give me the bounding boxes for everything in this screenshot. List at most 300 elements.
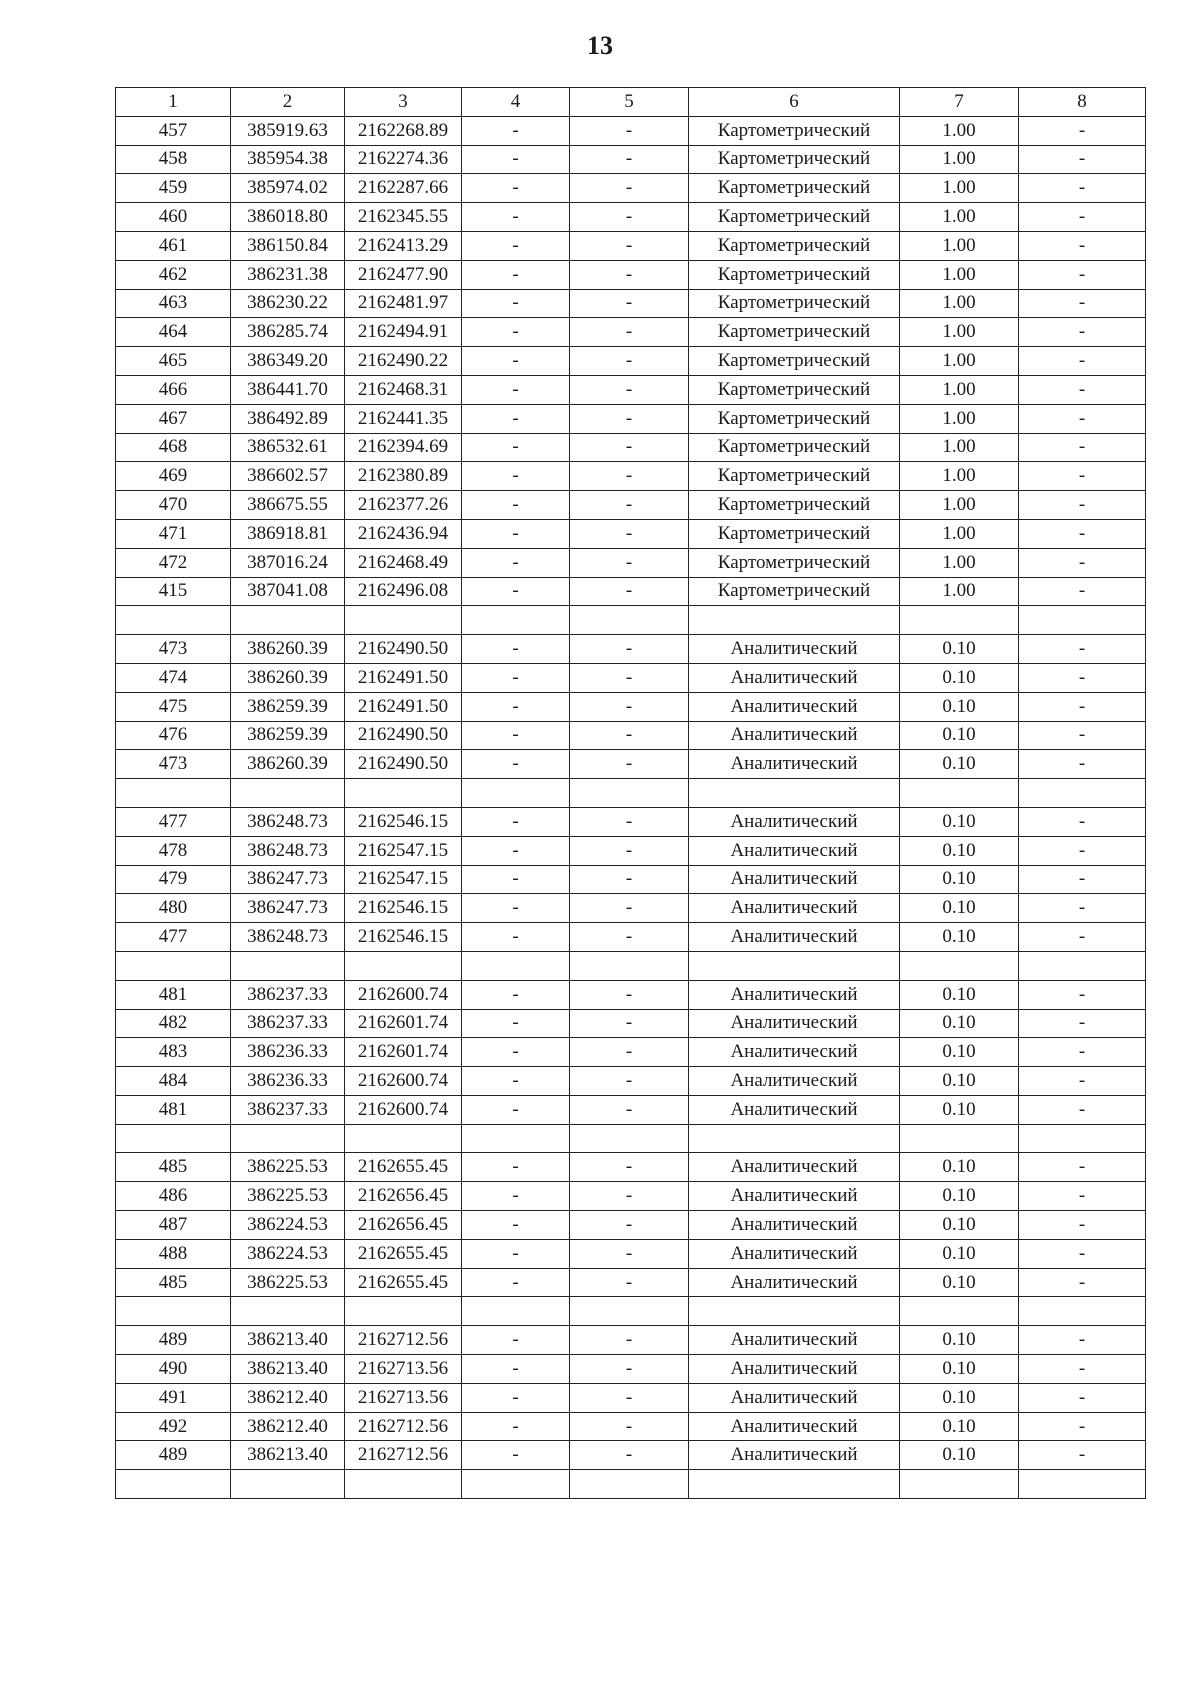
accuracy-cell: 1.00 bbox=[900, 433, 1019, 462]
table-row bbox=[116, 116, 1146, 145]
y-coordinate-cell: 2162496.08 bbox=[345, 577, 462, 606]
method-cell: Картометрический bbox=[689, 145, 900, 174]
point-number-cell: 458 bbox=[116, 145, 231, 174]
col5-cell: - bbox=[570, 894, 689, 923]
col4-cell: - bbox=[462, 1211, 570, 1240]
col5-cell: - bbox=[570, 145, 689, 174]
coordinates-table bbox=[115, 87, 1146, 1499]
col8-cell: - bbox=[1019, 1095, 1146, 1124]
accuracy-cell: 1.00 bbox=[900, 404, 1019, 433]
x-coordinate-cell: 386231.38 bbox=[231, 260, 345, 289]
col8-cell: - bbox=[1019, 750, 1146, 779]
x-coordinate-cell: 386285.74 bbox=[231, 318, 345, 347]
col5-cell: - bbox=[570, 923, 689, 952]
col8-cell: - bbox=[1019, 836, 1146, 865]
col5-cell: - bbox=[570, 433, 689, 462]
x-coordinate-cell: 386260.39 bbox=[231, 663, 345, 692]
col5-cell: - bbox=[570, 260, 689, 289]
method-cell: Аналитический bbox=[689, 1038, 900, 1067]
x-coordinate-cell: 386018.80 bbox=[231, 203, 345, 232]
x-coordinate-cell bbox=[231, 951, 345, 980]
accuracy-cell bbox=[900, 1124, 1019, 1153]
y-coordinate-cell: 2162477.90 bbox=[345, 260, 462, 289]
method-cell: Аналитический bbox=[689, 721, 900, 750]
method-cell bbox=[689, 1124, 900, 1153]
accuracy-cell: 0.10 bbox=[900, 721, 1019, 750]
accuracy-cell bbox=[900, 951, 1019, 980]
col8-cell: - bbox=[1019, 865, 1146, 894]
col4-cell: - bbox=[462, 1038, 570, 1067]
col8-cell: - bbox=[1019, 1355, 1146, 1384]
table-row bbox=[116, 1470, 1146, 1499]
accuracy-cell: 1.00 bbox=[900, 519, 1019, 548]
method-cell: Аналитический bbox=[689, 1355, 900, 1384]
col8-cell: - bbox=[1019, 375, 1146, 404]
accuracy-cell: 1.00 bbox=[900, 375, 1019, 404]
table-body bbox=[116, 116, 1146, 1498]
y-coordinate-cell: 2162468.49 bbox=[345, 548, 462, 577]
y-coordinate-cell: 2162601.74 bbox=[345, 1038, 462, 1067]
x-coordinate-cell: 386260.39 bbox=[231, 750, 345, 779]
point-number-cell: 481 bbox=[116, 980, 231, 1009]
point-number-cell: 461 bbox=[116, 231, 231, 260]
col8-cell: - bbox=[1019, 404, 1146, 433]
accuracy-cell: 0.10 bbox=[900, 1067, 1019, 1096]
y-coordinate-cell: 2162268.89 bbox=[345, 116, 462, 145]
x-coordinate-cell: 386212.40 bbox=[231, 1412, 345, 1441]
col4-cell bbox=[462, 779, 570, 808]
accuracy-cell: 1.00 bbox=[900, 491, 1019, 520]
col4-cell: - bbox=[462, 721, 570, 750]
accuracy-cell: 0.10 bbox=[900, 980, 1019, 1009]
col5-cell: - bbox=[570, 807, 689, 836]
x-coordinate-cell: 386492.89 bbox=[231, 404, 345, 433]
method-cell: Аналитический bbox=[689, 1211, 900, 1240]
method-cell: Картометрический bbox=[689, 404, 900, 433]
col5-cell: - bbox=[570, 1326, 689, 1355]
point-number-cell: 415 bbox=[116, 577, 231, 606]
method-cell bbox=[689, 1297, 900, 1326]
y-coordinate-cell: 2162713.56 bbox=[345, 1355, 462, 1384]
col4-cell: - bbox=[462, 462, 570, 491]
col4-cell bbox=[462, 951, 570, 980]
col4-cell: - bbox=[462, 577, 570, 606]
table-row bbox=[116, 1095, 1146, 1124]
x-coordinate-cell: 386260.39 bbox=[231, 635, 345, 664]
y-coordinate-cell: 2162380.89 bbox=[345, 462, 462, 491]
table-row bbox=[116, 1441, 1146, 1470]
table-row bbox=[116, 923, 1146, 952]
point-number-cell: 467 bbox=[116, 404, 231, 433]
accuracy-cell: 0.10 bbox=[900, 750, 1019, 779]
method-cell bbox=[689, 1470, 900, 1499]
y-coordinate-cell bbox=[345, 1124, 462, 1153]
method-cell: Аналитический bbox=[689, 836, 900, 865]
accuracy-cell: 0.10 bbox=[900, 1326, 1019, 1355]
x-coordinate-cell: 387041.08 bbox=[231, 577, 345, 606]
column-header: 3 bbox=[345, 88, 462, 117]
point-number-cell: 464 bbox=[116, 318, 231, 347]
x-coordinate-cell: 386225.53 bbox=[231, 1268, 345, 1297]
col4-cell: - bbox=[462, 1153, 570, 1182]
col5-cell: - bbox=[570, 1009, 689, 1038]
col8-cell bbox=[1019, 1297, 1146, 1326]
y-coordinate-cell bbox=[345, 779, 462, 808]
col5-cell: - bbox=[570, 491, 689, 520]
y-coordinate-cell: 2162377.26 bbox=[345, 491, 462, 520]
x-coordinate-cell: 386224.53 bbox=[231, 1211, 345, 1240]
table-row bbox=[116, 260, 1146, 289]
table-row bbox=[116, 1211, 1146, 1240]
x-coordinate-cell: 386213.40 bbox=[231, 1326, 345, 1355]
table-row bbox=[116, 548, 1146, 577]
x-coordinate-cell: 386532.61 bbox=[231, 433, 345, 462]
col4-cell: - bbox=[462, 433, 570, 462]
table-row bbox=[116, 836, 1146, 865]
x-coordinate-cell: 386237.33 bbox=[231, 1009, 345, 1038]
x-coordinate-cell: 386213.40 bbox=[231, 1355, 345, 1384]
accuracy-cell: 1.00 bbox=[900, 145, 1019, 174]
col5-cell: - bbox=[570, 347, 689, 376]
method-cell: Аналитический bbox=[689, 923, 900, 952]
point-number-cell: 474 bbox=[116, 663, 231, 692]
col5-cell: - bbox=[570, 1038, 689, 1067]
col4-cell: - bbox=[462, 1355, 570, 1384]
col8-cell: - bbox=[1019, 203, 1146, 232]
point-number-cell: 485 bbox=[116, 1268, 231, 1297]
col5-cell: - bbox=[570, 750, 689, 779]
accuracy-cell: 0.10 bbox=[900, 1355, 1019, 1384]
x-coordinate-cell: 386236.33 bbox=[231, 1038, 345, 1067]
y-coordinate-cell bbox=[345, 1297, 462, 1326]
point-number-cell: 484 bbox=[116, 1067, 231, 1096]
y-coordinate-cell: 2162656.45 bbox=[345, 1211, 462, 1240]
col5-cell: - bbox=[570, 174, 689, 203]
method-cell: Аналитический bbox=[689, 865, 900, 894]
method-cell: Аналитический bbox=[689, 1268, 900, 1297]
col8-cell: - bbox=[1019, 289, 1146, 318]
col4-cell: - bbox=[462, 635, 570, 664]
method-cell: Аналитический bbox=[689, 1239, 900, 1268]
table-row bbox=[116, 606, 1146, 635]
x-coordinate-cell: 386259.39 bbox=[231, 692, 345, 721]
method-cell: Аналитический bbox=[689, 1153, 900, 1182]
accuracy-cell: 0.10 bbox=[900, 1268, 1019, 1297]
col4-cell: - bbox=[462, 1326, 570, 1355]
y-coordinate-cell: 2162287.66 bbox=[345, 174, 462, 203]
col5-cell bbox=[570, 1297, 689, 1326]
accuracy-cell: 0.10 bbox=[900, 1038, 1019, 1067]
col4-cell: - bbox=[462, 375, 570, 404]
y-coordinate-cell: 2162394.69 bbox=[345, 433, 462, 462]
y-coordinate-cell: 2162441.35 bbox=[345, 404, 462, 433]
y-coordinate-cell bbox=[345, 1470, 462, 1499]
x-coordinate-cell bbox=[231, 1124, 345, 1153]
col4-cell: - bbox=[462, 865, 570, 894]
col5-cell: - bbox=[570, 980, 689, 1009]
y-coordinate-cell: 2162656.45 bbox=[345, 1182, 462, 1211]
x-coordinate-cell: 386236.33 bbox=[231, 1067, 345, 1096]
accuracy-cell bbox=[900, 779, 1019, 808]
point-number-cell bbox=[116, 779, 231, 808]
point-number-cell: 485 bbox=[116, 1153, 231, 1182]
col8-cell: - bbox=[1019, 1383, 1146, 1412]
point-number-cell bbox=[116, 1124, 231, 1153]
table-row bbox=[116, 663, 1146, 692]
point-number-cell: 486 bbox=[116, 1182, 231, 1211]
col8-cell: - bbox=[1019, 462, 1146, 491]
method-cell: Аналитический bbox=[689, 663, 900, 692]
col4-cell: - bbox=[462, 404, 570, 433]
col5-cell: - bbox=[570, 289, 689, 318]
y-coordinate-cell: 2162481.97 bbox=[345, 289, 462, 318]
accuracy-cell: 1.00 bbox=[900, 577, 1019, 606]
point-number-cell bbox=[116, 1297, 231, 1326]
col4-cell: - bbox=[462, 750, 570, 779]
point-number-cell: 489 bbox=[116, 1326, 231, 1355]
accuracy-cell: 1.00 bbox=[900, 318, 1019, 347]
col5-cell: - bbox=[570, 1412, 689, 1441]
col5-cell: - bbox=[570, 462, 689, 491]
col5-cell: - bbox=[570, 1211, 689, 1240]
col8-cell: - bbox=[1019, 894, 1146, 923]
col4-cell: - bbox=[462, 116, 570, 145]
point-number-cell: 460 bbox=[116, 203, 231, 232]
table-row bbox=[116, 1153, 1146, 1182]
accuracy-cell: 0.10 bbox=[900, 1153, 1019, 1182]
table-row bbox=[116, 980, 1146, 1009]
point-number-cell: 490 bbox=[116, 1355, 231, 1384]
col5-cell: - bbox=[570, 318, 689, 347]
col8-cell: - bbox=[1019, 1067, 1146, 1096]
accuracy-cell: 0.10 bbox=[900, 1009, 1019, 1038]
method-cell: Аналитический bbox=[689, 1383, 900, 1412]
col5-cell: - bbox=[570, 692, 689, 721]
y-coordinate-cell: 2162546.15 bbox=[345, 807, 462, 836]
point-number-cell: 479 bbox=[116, 865, 231, 894]
table-row bbox=[116, 289, 1146, 318]
point-number-cell: 471 bbox=[116, 519, 231, 548]
table-row bbox=[116, 404, 1146, 433]
column-header: 4 bbox=[462, 88, 570, 117]
table-row bbox=[116, 951, 1146, 980]
col8-cell: - bbox=[1019, 1326, 1146, 1355]
x-coordinate-cell: 386248.73 bbox=[231, 836, 345, 865]
y-coordinate-cell: 2162547.15 bbox=[345, 836, 462, 865]
y-coordinate-cell: 2162491.50 bbox=[345, 692, 462, 721]
point-number-cell bbox=[116, 951, 231, 980]
point-number-cell: 477 bbox=[116, 807, 231, 836]
method-cell bbox=[689, 779, 900, 808]
col8-cell: - bbox=[1019, 663, 1146, 692]
table-row bbox=[116, 519, 1146, 548]
x-coordinate-cell: 386224.53 bbox=[231, 1239, 345, 1268]
table-row bbox=[116, 1009, 1146, 1038]
table-row bbox=[116, 1067, 1146, 1096]
table-row bbox=[116, 779, 1146, 808]
accuracy-cell: 0.10 bbox=[900, 923, 1019, 952]
y-coordinate-cell: 2162601.74 bbox=[345, 1009, 462, 1038]
col4-cell: - bbox=[462, 519, 570, 548]
col8-cell bbox=[1019, 779, 1146, 808]
y-coordinate-cell: 2162494.91 bbox=[345, 318, 462, 347]
column-header: 7 bbox=[900, 88, 1019, 117]
col5-cell: - bbox=[570, 836, 689, 865]
col4-cell: - bbox=[462, 1383, 570, 1412]
point-number-cell: 457 bbox=[116, 116, 231, 145]
col4-cell: - bbox=[462, 692, 570, 721]
y-coordinate-cell: 2162468.31 bbox=[345, 375, 462, 404]
point-number-cell: 475 bbox=[116, 692, 231, 721]
x-coordinate-cell bbox=[231, 606, 345, 635]
x-coordinate-cell: 386248.73 bbox=[231, 807, 345, 836]
y-coordinate-cell bbox=[345, 606, 462, 635]
table-row bbox=[116, 635, 1146, 664]
method-cell: Аналитический bbox=[689, 1095, 900, 1124]
col5-cell: - bbox=[570, 577, 689, 606]
accuracy-cell: 0.10 bbox=[900, 663, 1019, 692]
col8-cell: - bbox=[1019, 1038, 1146, 1067]
col8-cell: - bbox=[1019, 519, 1146, 548]
col4-cell bbox=[462, 1470, 570, 1499]
table-row bbox=[116, 1326, 1146, 1355]
method-cell: Аналитический bbox=[689, 1182, 900, 1211]
col5-cell: - bbox=[570, 231, 689, 260]
col8-cell: - bbox=[1019, 635, 1146, 664]
col8-cell: - bbox=[1019, 692, 1146, 721]
x-coordinate-cell: 386237.33 bbox=[231, 1095, 345, 1124]
col5-cell: - bbox=[570, 663, 689, 692]
method-cell: Картометрический bbox=[689, 433, 900, 462]
table-row bbox=[116, 1182, 1146, 1211]
column-header: 6 bbox=[689, 88, 900, 117]
method-cell bbox=[689, 606, 900, 635]
point-number-cell: 487 bbox=[116, 1211, 231, 1240]
y-coordinate-cell: 2162655.45 bbox=[345, 1239, 462, 1268]
col8-cell bbox=[1019, 1124, 1146, 1153]
point-number-cell: 480 bbox=[116, 894, 231, 923]
col8-cell: - bbox=[1019, 433, 1146, 462]
accuracy-cell: 1.00 bbox=[900, 462, 1019, 491]
accuracy-cell: 0.10 bbox=[900, 1441, 1019, 1470]
column-header: 5 bbox=[570, 88, 689, 117]
method-cell: Картометрический bbox=[689, 347, 900, 376]
col4-cell: - bbox=[462, 231, 570, 260]
point-number-cell: 473 bbox=[116, 635, 231, 664]
point-number-cell bbox=[116, 1470, 231, 1499]
col4-cell: - bbox=[462, 491, 570, 520]
column-header: 2 bbox=[231, 88, 345, 117]
point-number-cell: 489 bbox=[116, 1441, 231, 1470]
x-coordinate-cell bbox=[231, 1470, 345, 1499]
col4-cell: - bbox=[462, 548, 570, 577]
table-row bbox=[116, 1355, 1146, 1384]
method-cell: Аналитический bbox=[689, 692, 900, 721]
col8-cell: - bbox=[1019, 1211, 1146, 1240]
accuracy-cell: 1.00 bbox=[900, 231, 1019, 260]
col4-cell: - bbox=[462, 1182, 570, 1211]
col4-cell: - bbox=[462, 1095, 570, 1124]
point-number-cell: 478 bbox=[116, 836, 231, 865]
col8-cell: - bbox=[1019, 318, 1146, 347]
y-coordinate-cell: 2162345.55 bbox=[345, 203, 462, 232]
x-coordinate-cell: 386213.40 bbox=[231, 1441, 345, 1470]
col8-cell: - bbox=[1019, 1009, 1146, 1038]
method-cell: Аналитический bbox=[689, 894, 900, 923]
col4-cell: - bbox=[462, 289, 570, 318]
point-number-cell: 462 bbox=[116, 260, 231, 289]
table-row bbox=[116, 1383, 1146, 1412]
col8-cell: - bbox=[1019, 145, 1146, 174]
col8-cell: - bbox=[1019, 980, 1146, 1009]
x-coordinate-cell: 386225.53 bbox=[231, 1182, 345, 1211]
x-coordinate-cell: 386237.33 bbox=[231, 980, 345, 1009]
accuracy-cell: 1.00 bbox=[900, 203, 1019, 232]
point-number-cell: 491 bbox=[116, 1383, 231, 1412]
table-row bbox=[116, 807, 1146, 836]
y-coordinate-cell: 2162600.74 bbox=[345, 1095, 462, 1124]
col8-cell: - bbox=[1019, 1268, 1146, 1297]
y-coordinate-cell: 2162413.29 bbox=[345, 231, 462, 260]
x-coordinate-cell: 385919.63 bbox=[231, 116, 345, 145]
y-coordinate-cell: 2162491.50 bbox=[345, 663, 462, 692]
accuracy-cell: 1.00 bbox=[900, 174, 1019, 203]
col4-cell: - bbox=[462, 203, 570, 232]
accuracy-cell bbox=[900, 1470, 1019, 1499]
table-header-row bbox=[116, 88, 1146, 117]
col4-cell bbox=[462, 606, 570, 635]
col8-cell: - bbox=[1019, 491, 1146, 520]
table-row bbox=[116, 347, 1146, 376]
y-coordinate-cell: 2162490.50 bbox=[345, 750, 462, 779]
point-number-cell: 482 bbox=[116, 1009, 231, 1038]
point-number-cell: 470 bbox=[116, 491, 231, 520]
method-cell: Аналитический bbox=[689, 1412, 900, 1441]
x-coordinate-cell: 386225.53 bbox=[231, 1153, 345, 1182]
x-coordinate-cell bbox=[231, 779, 345, 808]
x-coordinate-cell: 385954.38 bbox=[231, 145, 345, 174]
table-row bbox=[116, 375, 1146, 404]
table-row bbox=[116, 491, 1146, 520]
col5-cell: - bbox=[570, 519, 689, 548]
table-row bbox=[116, 1124, 1146, 1153]
point-number-cell: 472 bbox=[116, 548, 231, 577]
accuracy-cell: 1.00 bbox=[900, 289, 1019, 318]
col5-cell: - bbox=[570, 548, 689, 577]
table-row bbox=[116, 1268, 1146, 1297]
point-number-cell: 463 bbox=[116, 289, 231, 318]
col4-cell: - bbox=[462, 923, 570, 952]
y-coordinate-cell: 2162490.22 bbox=[345, 347, 462, 376]
point-number-cell: 466 bbox=[116, 375, 231, 404]
table-row bbox=[116, 894, 1146, 923]
accuracy-cell: 1.00 bbox=[900, 548, 1019, 577]
y-coordinate-cell: 2162600.74 bbox=[345, 980, 462, 1009]
col8-cell: - bbox=[1019, 1182, 1146, 1211]
method-cell: Аналитический bbox=[689, 980, 900, 1009]
x-coordinate-cell: 386247.73 bbox=[231, 894, 345, 923]
col4-cell: - bbox=[462, 260, 570, 289]
col4-cell: - bbox=[462, 145, 570, 174]
col5-cell: - bbox=[570, 1383, 689, 1412]
accuracy-cell: 0.10 bbox=[900, 894, 1019, 923]
y-coordinate-cell: 2162546.15 bbox=[345, 923, 462, 952]
accuracy-cell: 0.10 bbox=[900, 635, 1019, 664]
method-cell: Картометрический bbox=[689, 318, 900, 347]
point-number-cell: 477 bbox=[116, 923, 231, 952]
y-coordinate-cell: 2162655.45 bbox=[345, 1268, 462, 1297]
col5-cell: - bbox=[570, 865, 689, 894]
